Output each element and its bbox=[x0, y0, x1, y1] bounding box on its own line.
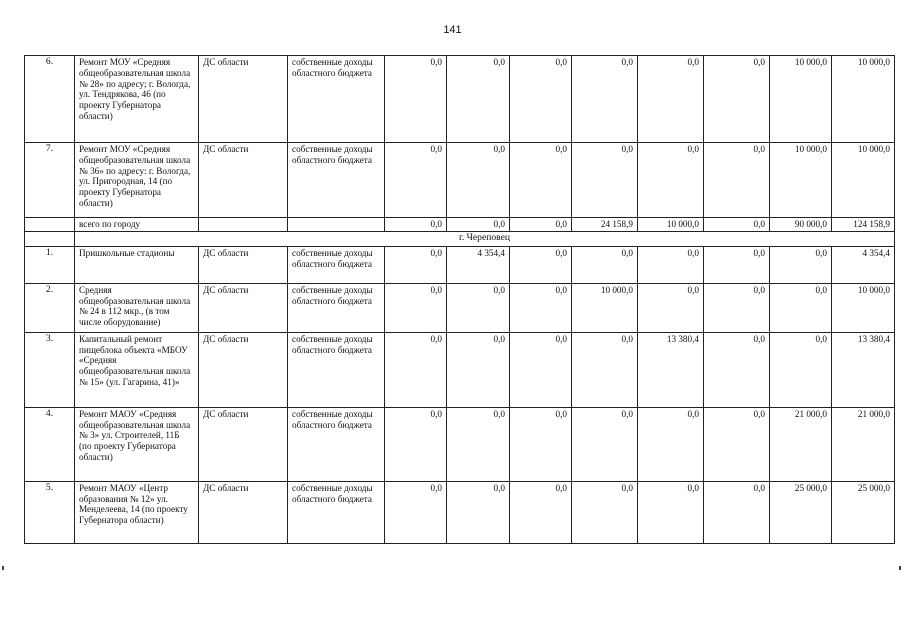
value-cell: 0,0 bbox=[385, 332, 447, 407]
value-cell: 0,0 bbox=[385, 143, 447, 218]
value-cell: 0,0 bbox=[510, 283, 572, 332]
value-cell: 21 000,0 bbox=[832, 407, 895, 481]
value-cell: 10 000,0 bbox=[832, 143, 895, 218]
value-cell: 0,0 bbox=[510, 143, 572, 218]
table-row bbox=[25, 283, 895, 332]
value-cell: 0,0 bbox=[704, 56, 770, 143]
funding-type: ДС области bbox=[199, 56, 288, 143]
funding-type: ДС области bbox=[199, 332, 288, 407]
value-cell: 0,0 bbox=[447, 143, 510, 218]
value-cell: 0,0 bbox=[572, 407, 638, 481]
value-cell: 0,0 bbox=[447, 283, 510, 332]
value-cell: 0,0 bbox=[447, 56, 510, 143]
value-cell: 0,0 bbox=[447, 218, 510, 232]
value-cell: 124 158,9 bbox=[832, 218, 895, 232]
object-name: Ремонт МАОУ «Центр образования № 12» ул. Менделеева, 14 (по проекту Губернатора области) bbox=[75, 481, 199, 543]
value-cell: 0,0 bbox=[447, 332, 510, 407]
object-name: Капитальный ремонт пищеблока объекта «МБОУ «Средняя общеобразовательная школа № 15» (ул. Гагарина, 41)» bbox=[75, 332, 199, 407]
value-cell: 4 354,4 bbox=[447, 246, 510, 283]
table-row bbox=[25, 143, 895, 218]
value-cell: 13 380,4 bbox=[832, 332, 895, 407]
value-cell: 0,0 bbox=[510, 332, 572, 407]
value-cell: 0,0 bbox=[704, 481, 770, 543]
value-cell: 0,0 bbox=[510, 246, 572, 283]
row-number: 5. bbox=[25, 481, 75, 543]
table-cell bbox=[25, 218, 75, 232]
value-cell: 0,0 bbox=[572, 143, 638, 218]
funding-type: ДС области bbox=[199, 143, 288, 218]
value-cell: 0,0 bbox=[638, 56, 704, 143]
value-cell: 10 000,0 bbox=[572, 283, 638, 332]
value-cell: 21 000,0 bbox=[770, 407, 832, 481]
value-cell: 0,0 bbox=[704, 246, 770, 283]
table-cell bbox=[25, 231, 75, 246]
value-cell: 0,0 bbox=[704, 407, 770, 481]
funding-type: ДС области bbox=[199, 481, 288, 543]
object-name: Ремонт МАОУ «Средняя общеобразовательная школа № 3» ул. Строителей, 11Б (по проекту Губернатора области) bbox=[75, 407, 199, 481]
value-cell: 0,0 bbox=[638, 481, 704, 543]
funding-type: ДС области bbox=[199, 246, 288, 283]
row-number: 3. bbox=[25, 332, 75, 407]
value-cell: 0,0 bbox=[385, 56, 447, 143]
value-cell: 0,0 bbox=[638, 143, 704, 218]
table-cell bbox=[199, 218, 288, 232]
scan-mark bbox=[899, 566, 901, 570]
object-name: Ремонт МОУ «Средняя общеобразовательная школа № 28» по адресу; г. Вологда, ул. Тендрякова, 46 (по проекту Губернатора области) bbox=[75, 56, 199, 143]
value-cell: 0,0 bbox=[704, 332, 770, 407]
funding-source: собственные доходы областного бюджета bbox=[288, 332, 385, 407]
value-cell: 0,0 bbox=[572, 246, 638, 283]
funding-source: собственные доходы областного бюджета bbox=[288, 246, 385, 283]
funding-type: ДС области bbox=[199, 407, 288, 481]
city-total-label: всего по городу bbox=[75, 218, 199, 232]
value-cell: 0,0 bbox=[770, 283, 832, 332]
section-title: г. Череповец bbox=[75, 231, 895, 246]
section-row bbox=[25, 231, 895, 246]
value-cell: 10 000,0 bbox=[770, 56, 832, 143]
value-cell: 0,0 bbox=[510, 56, 572, 143]
row-number: 4. bbox=[25, 407, 75, 481]
scan-mark bbox=[2, 566, 4, 570]
table-row bbox=[25, 481, 895, 543]
funding-source: собственные доходы областного бюджета bbox=[288, 481, 385, 543]
value-cell: 25 000,0 bbox=[770, 481, 832, 543]
funding-source: собственные доходы областного бюджета bbox=[288, 143, 385, 218]
value-cell: 90 000,0 bbox=[770, 218, 832, 232]
value-cell: 0,0 bbox=[572, 481, 638, 543]
value-cell: 0,0 bbox=[385, 407, 447, 481]
object-name: Средняя общеобразовательная школа № 24 в 112 мкр., (в том числе оборудование) bbox=[75, 283, 199, 332]
value-cell: 0,0 bbox=[572, 56, 638, 143]
object-name: Ремонт МОУ «Средняя общеобразовательная школа № 36» по адресу: г. Вологда, ул. Пригородная, 14 (по проекту Губернатора области) bbox=[75, 143, 199, 218]
value-cell: 0,0 bbox=[510, 218, 572, 232]
budget-table bbox=[24, 55, 895, 544]
value-cell: 0,0 bbox=[638, 407, 704, 481]
row-number: 2. bbox=[25, 283, 75, 332]
funding-source: собственные доходы областного бюджета bbox=[288, 407, 385, 481]
row-number: 6. bbox=[25, 56, 75, 143]
row-number: 7. bbox=[25, 143, 75, 218]
value-cell: 0,0 bbox=[385, 481, 447, 543]
table-row bbox=[25, 332, 895, 407]
value-cell: 10 000,0 bbox=[832, 56, 895, 143]
value-cell: 10 000,0 bbox=[638, 218, 704, 232]
object-name: Пришкольные стадионы bbox=[75, 246, 199, 283]
value-cell: 0,0 bbox=[638, 283, 704, 332]
value-cell: 0,0 bbox=[385, 246, 447, 283]
table-cell bbox=[288, 218, 385, 232]
value-cell: 0,0 bbox=[704, 143, 770, 218]
value-cell: 25 000,0 bbox=[832, 481, 895, 543]
value-cell: 0,0 bbox=[510, 481, 572, 543]
table-row bbox=[25, 246, 895, 283]
funding-source: собственные доходы областного бюджета bbox=[288, 56, 385, 143]
value-cell: 13 380,4 bbox=[638, 332, 704, 407]
value-cell: 0,0 bbox=[770, 246, 832, 283]
value-cell: 10 000,0 bbox=[770, 143, 832, 218]
value-cell: 0,0 bbox=[385, 218, 447, 232]
value-cell: 10 000,0 bbox=[832, 283, 895, 332]
funding-source: собственные доходы областного бюджета bbox=[288, 283, 385, 332]
value-cell: 0,0 bbox=[770, 332, 832, 407]
value-cell: 24 158,9 bbox=[572, 218, 638, 232]
value-cell: 0,0 bbox=[572, 332, 638, 407]
value-cell: 4 354,4 bbox=[832, 246, 895, 283]
funding-type: ДС области bbox=[199, 283, 288, 332]
row-number: 1. bbox=[25, 246, 75, 283]
value-cell: 0,0 bbox=[447, 481, 510, 543]
value-cell: 0,0 bbox=[704, 283, 770, 332]
value-cell: 0,0 bbox=[510, 407, 572, 481]
table-row bbox=[25, 56, 895, 143]
value-cell: 0,0 bbox=[638, 246, 704, 283]
value-cell: 0,0 bbox=[704, 218, 770, 232]
value-cell: 0,0 bbox=[447, 407, 510, 481]
city-total-row bbox=[25, 218, 895, 232]
table-row bbox=[25, 407, 895, 481]
value-cell: 0,0 bbox=[385, 283, 447, 332]
page-number: 141 bbox=[443, 24, 462, 36]
